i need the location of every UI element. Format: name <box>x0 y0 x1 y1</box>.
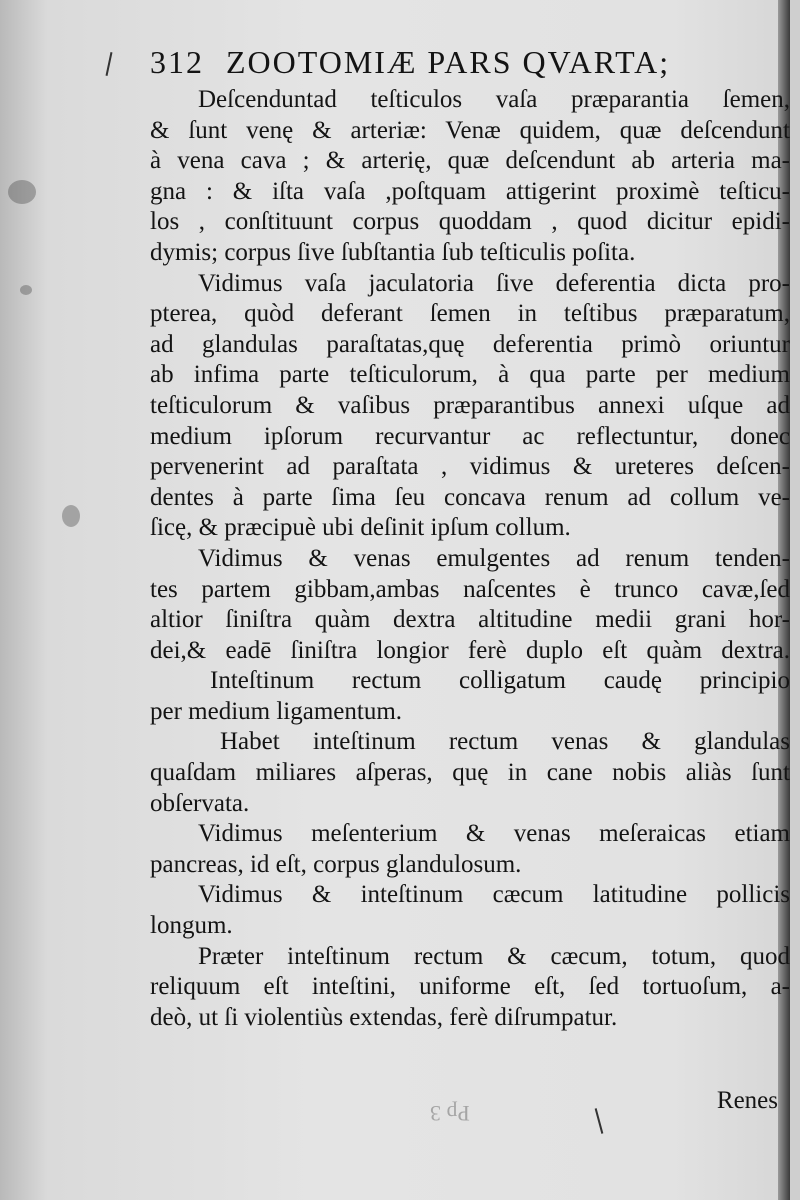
text-line: per medium ligamentum. <box>150 697 403 725</box>
text-line: Vidimus meſenterium & venas meſeraicas etiam <box>198 820 790 848</box>
text-line: pervenerint ad paraſtata , vidimus & ureteres deſcen- <box>150 453 790 481</box>
text-line: pterea, quòd deferant ſemen in teſtibus præparatum, <box>150 300 790 328</box>
text-line: & ſunt venę & arteriæ: Venæ quidem, quæ deſcendunt <box>150 116 790 144</box>
body-text <box>150 85 790 1033</box>
text-line: longum. <box>150 912 233 940</box>
text-line: Vidimus & inteſtinum cæcum latitudine pollicis <box>198 881 790 909</box>
text-line: altior ſiniſtra quàm dextra altitudine medii grani hor- <box>150 606 790 634</box>
text-line: dentes à parte ſima ſeu concava renum ad collum ve- <box>150 483 790 511</box>
ink-spot <box>62 505 80 527</box>
text-line: dymis; corpus ſive ſubſtantia ſub teſticulis poſita. <box>150 238 636 266</box>
pencil-mark <box>106 52 113 76</box>
text-line: ab infima parte teſticulorum, à qua parte per medium <box>150 361 790 389</box>
text-line: Inteſtinum rectum colligatum caudę principio <box>210 667 790 695</box>
ink-spot <box>20 285 32 295</box>
text-line: pancreas, id eſt, corpus glandulosum. <box>150 850 522 878</box>
text-line: ad glandulas paraſtatas,quę deferentia primò oriuntur <box>150 330 790 358</box>
running-head <box>150 44 790 81</box>
text-line: medium ipſorum recurvantur ac reflectuntur, donec <box>150 422 790 450</box>
text-line: los , conſtituunt corpus quoddam , quod dicitur epidi- <box>150 208 790 236</box>
signature-mark: Pp 3 <box>430 1101 470 1126</box>
text-line: à vena cava ; & arterię, quæ deſcendunt ab arteria ma- <box>150 147 790 175</box>
catchword: Renes <box>716 1087 778 1114</box>
text-line: quaſdam miliares aſperas, quę in cane nobis aliàs ſunt <box>150 759 790 787</box>
text-line: Vidimus & venas emulgentes ad renum tenden- <box>198 544 790 572</box>
text-line: deò, ut ſi violentiùs extendas, ferè diſrumpatur. <box>150 1003 618 1031</box>
text-line: reliquum eſt inteſtini, uniforme eſt, ſed tortuoſum, a- <box>150 973 790 1001</box>
running-title: ZOOTOMIÆ PARS QVARTA; <box>226 44 671 80</box>
text-line: teſticulorum & vaſibus præparantibus annexi uſque ad <box>150 391 790 419</box>
text-line: obſervata. <box>150 789 250 817</box>
text-line: dei,& eadē ſiniſtra longior ferè duplo eſt quàm dextra. <box>150 636 790 664</box>
page-number: 312 <box>150 44 204 80</box>
text-line: tes partem gibbam,ambas naſcentes è trunco cavæ,ſed <box>150 575 790 603</box>
text-line: Deſcenduntad teſticulos vaſa præparantia ſemen, <box>198 86 790 113</box>
text-line: gna : & iſta vaſa ,poſtquam attigerint proximè teſticu- <box>150 177 790 205</box>
text-line: Habet inteſtinum rectum venas & glandulas <box>220 728 790 756</box>
text-line: Præter inteſtinum rectum & cæcum, totum, quod <box>198 942 790 970</box>
text-line: Vidimus vaſa jaculatoria ſive deferentia dicta pro- <box>198 269 790 297</box>
text-line: ſicę, & præcipuè ubi deſinit ipſum collum. <box>150 514 571 542</box>
pencil-mark <box>595 1108 604 1134</box>
ink-spot <box>8 180 36 204</box>
